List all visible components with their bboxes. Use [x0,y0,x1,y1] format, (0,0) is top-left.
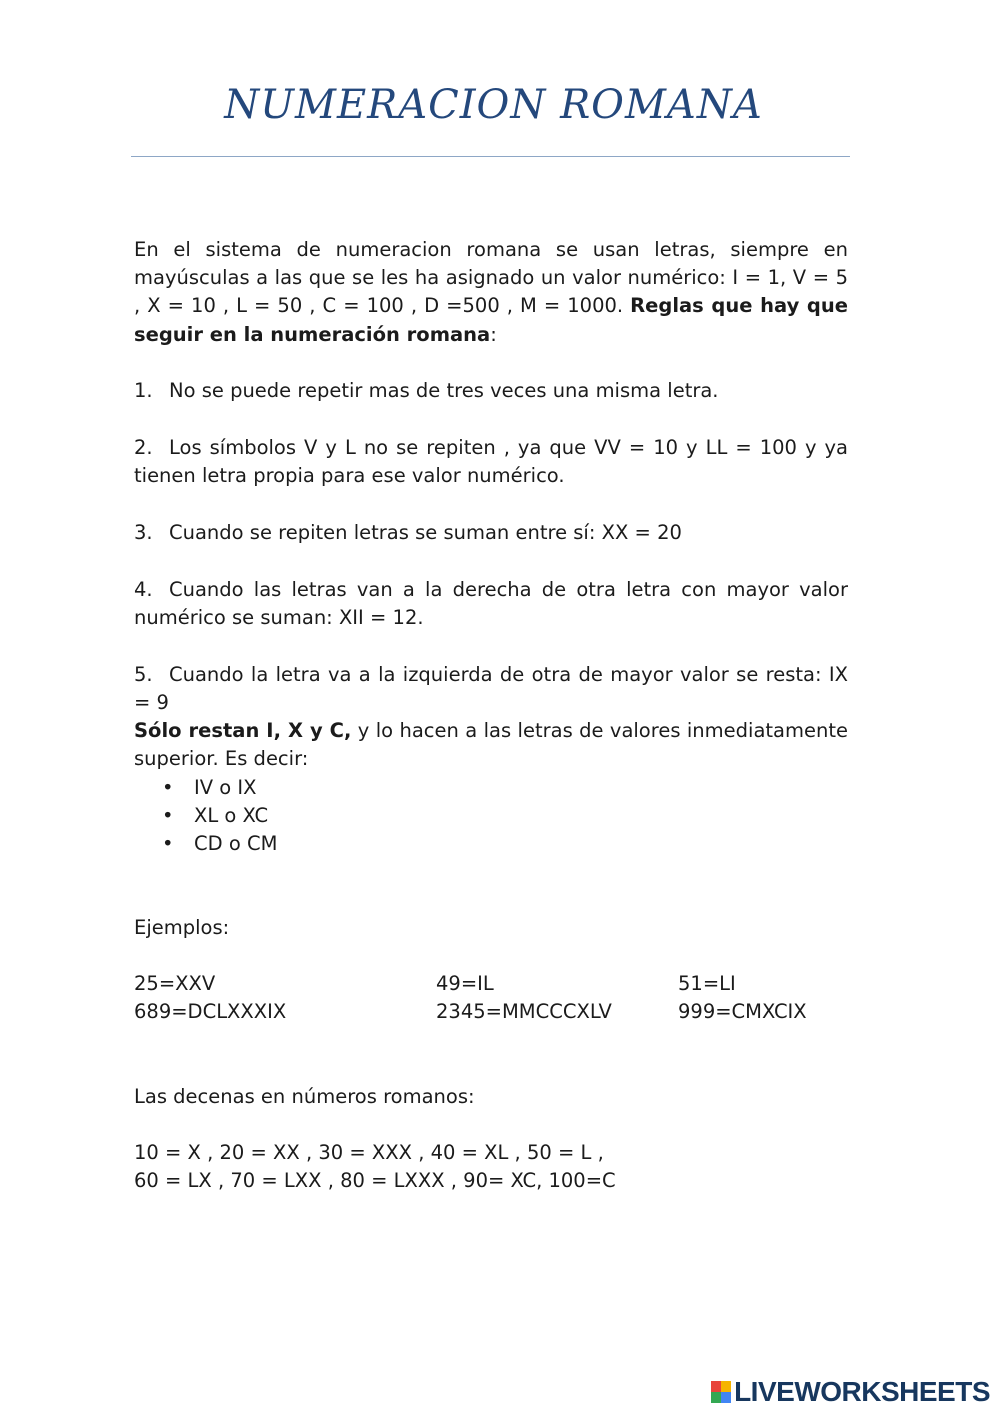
decenas-label: Las decenas en números romanos: [134,1085,475,1108]
list-item: • CD o CM [134,830,277,858]
liveworksheets-logo-icon [711,1381,731,1403]
example-2345: 2345=MMCCCXLV [436,1000,612,1023]
rule-3 [134,519,848,547]
intro-bold: Reglas que hay que seguir en la numeración romana [134,294,848,346]
intro-end: : [490,322,497,346]
liveworksheets-watermark[interactable] [711,1377,990,1407]
examples-label: Ejemplos: [134,916,230,939]
restan-paragraph [134,717,848,773]
example-25: 25=XXV [134,972,216,995]
intro-paragraph [134,236,848,349]
rule-text: Cuando la letra va a la izquierda de otra de mayor valor se resta: IX = 9 [134,663,848,715]
rule-number: 2. [134,436,153,459]
restan-bold: Sólo restan I, X y C, [134,719,352,742]
example-999: 999=CMXCIX [678,1000,807,1023]
example-689: 689=DCLXXXIX [134,1000,287,1023]
rule-5 [134,661,848,717]
example-49: 49=IL [436,972,494,995]
decenas-line-1: 10 = X , 20 = XX , 30 = XXX , 40 = XL , 50 = L , [134,1141,604,1164]
rule-1 [134,377,848,405]
logo-square-red [711,1381,721,1392]
example-51: 51=LI [678,972,736,995]
rule-2 [134,434,848,490]
rule-text: Cuando se repiten letras se suman entre sí: XX = 20 [169,521,682,544]
rule-text: Cuando las letras van a la derecha de otra letra con mayor valor numérico se suman: XII = 12. [134,578,848,630]
logo-square-blue [721,1392,731,1403]
page-title: NUMERACION ROMANA [224,82,763,128]
list-item: • XL o XC [134,802,277,830]
subtraction-list [134,774,277,859]
title-divider [131,156,850,157]
rule-text: No se puede repetir mas de tres veces una misma letra. [169,379,719,402]
list-item: • IV o IX [134,774,277,802]
logo-square-yellow [721,1381,731,1392]
rule-number: 5. [134,663,153,686]
logo-square-green [711,1392,721,1403]
restan-text: y lo hacen a las letras de valores inmediatamente superior. Es decir: [134,719,848,771]
rule-4 [134,576,848,632]
rule-number: 1. [134,379,153,402]
rule-text: Los símbolos V y L no se repiten , ya que VV = 10 y LL = 100 y ya tienen letra propia para ese valor numérico. [134,436,848,488]
brand-name: LIVEWORKSHEETS [734,1376,990,1407]
rule-number: 3. [134,521,153,544]
rule-number: 4. [134,578,153,601]
intro-text: En el sistema de numeracion romana se usan letras, siempre en mayúsculas a las que se les ha asignado un valor numérico: I = 1, V = 5 , X = 10 , L = 50 , C = 100 , D =500 , M = 1000. [134,238,848,318]
decenas-line-2: 60 = LX , 70 = LXX , 80 = LXXX , 90= XC, 100=C [134,1169,616,1192]
